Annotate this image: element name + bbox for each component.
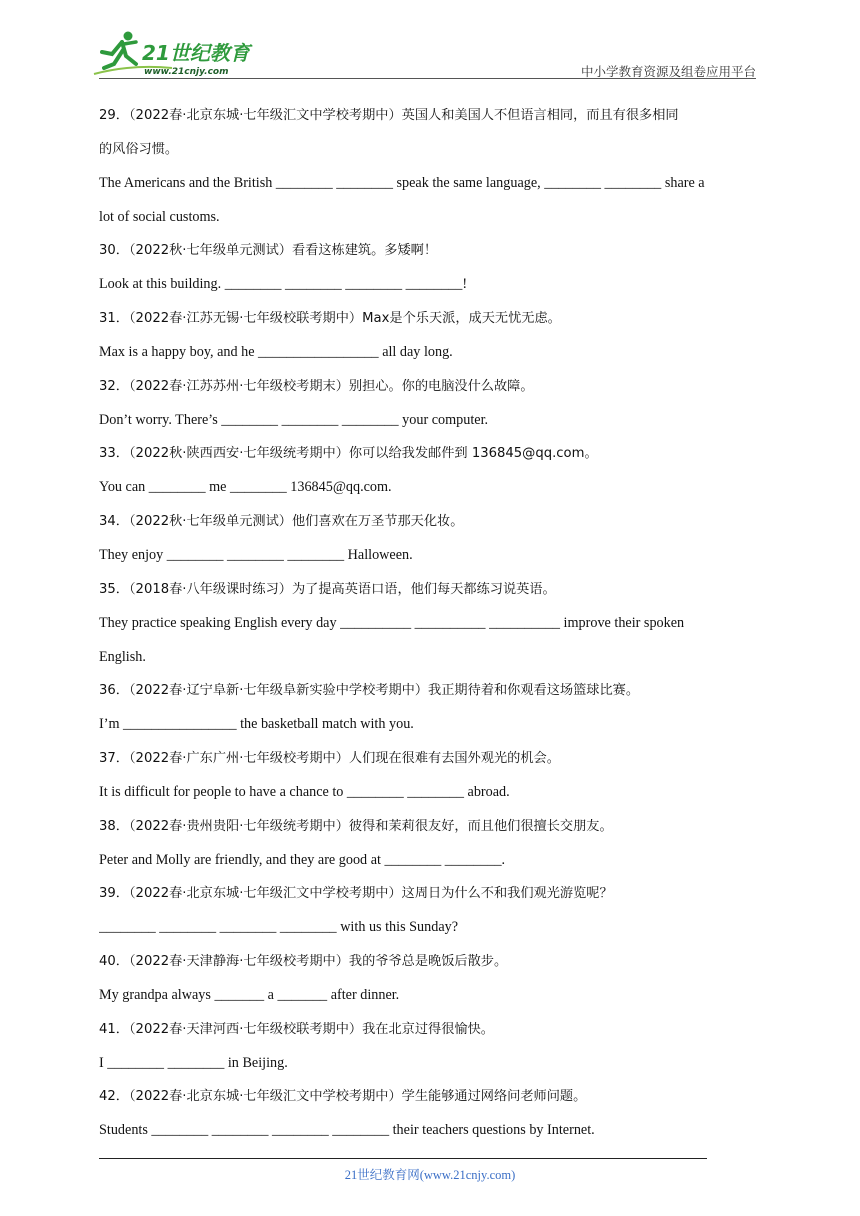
footer-link[interactable]: 21世纪教育网(www.21cnjy.com) <box>344 1168 516 1182</box>
english-sentence-line: Look at this building. ________ ________ ________ ________! <box>99 276 468 293</box>
english-sentence-line: Peter and Molly are friendly, and they are good at ________ ________. <box>99 851 506 868</box>
logo-text: 21世纪教育 <box>142 41 250 65</box>
platform-name: 中小学教育资源及组卷应用平台 <box>580 64 756 79</box>
english-sentence-line: Don’t worry. There’s ________ ________ ________ your computer. <box>99 411 489 428</box>
english-sentence-line: Max is a happy boy, and he _________________ all day long. <box>99 343 453 360</box>
chinese-question-line: 38．（2022春·贵州贵阳·七年级统考期中）彼得和茉莉很友好，而且他们很擅长交朋友。 <box>99 818 613 834</box>
chinese-question-line: 29．（2022春·北京东城·七年级汇文中学校考期中）英国人和美国人不但语言相同，而且有很多相同 <box>99 108 679 123</box>
chinese-question-line: 39．（2022春·北京东城·七年级汇文中学校考期中）这周日为什么不和我们观光游览呢？ <box>99 886 613 902</box>
logo <box>92 30 262 78</box>
logo-url: www.21cnjy.com <box>144 67 229 77</box>
chinese-question-line: 42．（2022春·北京东城·七年级汇文中学校考期中）学生能够通过网络问老师问题。 <box>99 1089 587 1105</box>
page-header <box>0 0 860 82</box>
english-sentence-line: They enjoy ________ ________ ________ Halloween. <box>99 546 413 563</box>
header-divider <box>99 78 756 79</box>
chinese-question-line: 37．（2022春·广东广州·七年级校考期中）人们现在很难有去国外观光的机会。 <box>99 751 560 767</box>
chinese-question-line: 31．（2022春·江苏无锡·七年级校联考期中）Max是个乐天派，成天无忧无虑。 <box>99 311 561 327</box>
question-list <box>99 99 764 1148</box>
chinese-question-line: 35．（2018春·八年级课时练习）为了提高英语口语，他们每天都练习说英语。 <box>99 581 556 597</box>
english-sentence-line: You can ________ me ________ 136845@qq.com. <box>99 479 392 496</box>
english-sentence-line: Students ________ ________ ________ ________ their teachers questions by Internet. <box>99 1122 595 1139</box>
chinese-question-line: 32．（2022春·江苏苏州·七年级校考期末）别担心。你的电脑没什么故障。 <box>99 378 534 394</box>
chinese-question-line: 41．（2022春·天津河西·七年级校联考期中）我在北京过得很愉快。 <box>99 1021 494 1037</box>
english-sentence-line: English. <box>99 648 146 665</box>
english-sentence-line: ________ ________ ________ ________ with us this Sunday? <box>99 919 459 936</box>
chinese-question-line: 36．（2022春·辽宁阜新·七年级阜新实验中学校考期中）我正期待着和你观看这场篮球比赛。 <box>99 683 640 699</box>
chinese-question-line: 34．（2022秋·七年级单元测试）他们喜欢在万圣节那天化妆。 <box>99 514 464 530</box>
english-sentence-line: The Americans and the British ________ ________ speak the same language, ________ ________ share a <box>99 174 705 191</box>
english-sentence-line: I ________ ________ in Beijing. <box>99 1054 288 1071</box>
chinese-question-line: 30．（2022秋·七年级单元测试）看看这栋建筑。多矮啊！ <box>99 243 438 259</box>
english-sentence-line: My grandpa always _______ a _______ after dinner. <box>99 986 400 1003</box>
chinese-question-line: 33．（2022秋·陕西西安·七年级统考期中）你可以给我发邮件到 136845@qq.com。 <box>99 446 598 462</box>
english-sentence-line: It is difficult for people to have a chance to ________ ________ abroad. <box>99 783 510 800</box>
english-sentence-line: lot of social customs. <box>99 208 220 225</box>
chinese-question-line: 的风俗习惯。 <box>99 141 179 157</box>
chinese-question-line: 40．（2022春·天津静海·七年级校考期中）我的爷爷总是晚饭后散步。 <box>99 954 508 970</box>
english-sentence-line: I’m ________________ the basketball match with you. <box>99 716 414 733</box>
footer-divider <box>99 1158 707 1159</box>
english-sentence-line: They practice speaking English every day __________ __________ __________ improve their spoken <box>99 614 685 631</box>
